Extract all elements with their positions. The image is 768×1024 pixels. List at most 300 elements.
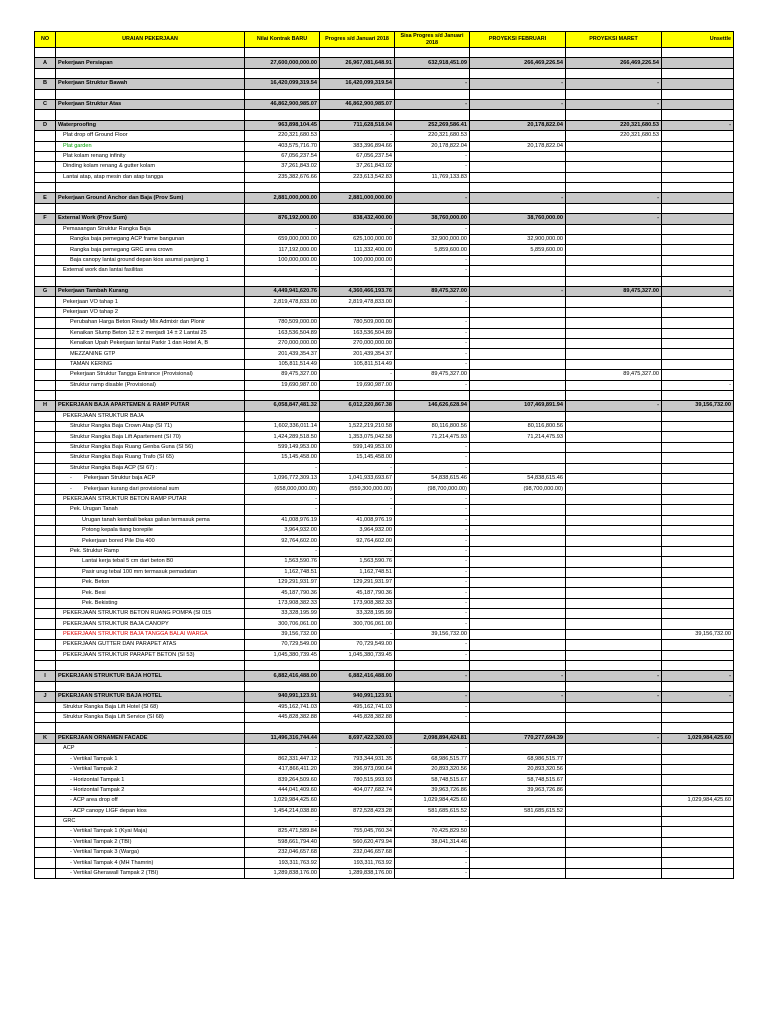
description-cell[interactable] [56, 349, 245, 359]
description-cell[interactable] [56, 588, 245, 598]
value-cell[interactable] [566, 806, 662, 816]
value-cell[interactable] [566, 474, 662, 484]
value-cell[interactable]: 396,973,090.64 [320, 764, 395, 774]
value-cell[interactable]: 45,187,790.36 [245, 588, 320, 598]
value-cell[interactable] [566, 349, 662, 359]
cell[interactable] [395, 203, 470, 213]
value-cell[interactable]: 560,620,479.94 [320, 837, 395, 847]
value-cell[interactable]: 41,008,976.19 [320, 515, 395, 525]
value-cell[interactable]: - [395, 328, 470, 338]
value-cell[interactable] [662, 141, 734, 151]
value-cell[interactable]: (559,300,000.00) [320, 484, 395, 494]
value-cell[interactable]: - [245, 816, 320, 826]
cell[interactable] [320, 390, 395, 400]
description-cell[interactable] [56, 640, 245, 650]
value-cell[interactable] [566, 338, 662, 348]
value-cell[interactable]: 71,214,475.93 [470, 432, 566, 442]
value-cell[interactable]: 70,729,549.00 [245, 640, 320, 650]
value-cell[interactable] [566, 235, 662, 245]
value-cell[interactable]: 173,908,382.33 [320, 598, 395, 608]
value-cell[interactable]: 4,449,941,620.76 [245, 286, 320, 296]
row-number[interactable] [35, 380, 56, 390]
row-number[interactable] [35, 224, 56, 234]
value-cell[interactable] [566, 785, 662, 795]
row-number[interactable] [35, 494, 56, 504]
value-cell[interactable]: 940,991,123.91 [245, 692, 320, 702]
value-cell[interactable] [566, 796, 662, 806]
description-cell[interactable] [56, 557, 245, 567]
value-cell[interactable] [470, 868, 566, 878]
value-cell[interactable]: - [320, 266, 395, 276]
description-cell[interactable] [56, 775, 245, 785]
value-cell[interactable] [470, 557, 566, 567]
value-cell[interactable] [662, 172, 734, 182]
value-cell[interactable] [662, 775, 734, 785]
value-cell[interactable]: 54,838,615.46 [395, 474, 470, 484]
row-number[interactable] [35, 598, 56, 608]
value-cell[interactable]: 201,439,354.37 [245, 349, 320, 359]
value-cell[interactable]: - [395, 338, 470, 348]
value-cell[interactable]: 67,056,237.54 [245, 151, 320, 161]
description-cell[interactable] [56, 307, 245, 317]
row-number[interactable] [35, 567, 56, 577]
value-cell[interactable]: 383,396,894.66 [320, 141, 395, 151]
value-cell[interactable] [470, 827, 566, 837]
value-cell[interactable]: 193,311,763.92 [320, 858, 395, 868]
value-cell[interactable] [662, 79, 734, 89]
value-cell[interactable] [470, 505, 566, 515]
row-number[interactable] [35, 796, 56, 806]
value-cell[interactable] [566, 764, 662, 774]
value-cell[interactable]: 1,454,214,038.80 [245, 806, 320, 816]
description-cell[interactable] [56, 546, 245, 556]
value-cell[interactable] [662, 557, 734, 567]
value-cell[interactable] [566, 505, 662, 515]
value-cell[interactable]: (658,000,000.00) [245, 484, 320, 494]
row-number[interactable] [35, 629, 56, 639]
value-cell[interactable]: 105,811,514.49 [245, 359, 320, 369]
description-cell[interactable] [56, 162, 245, 172]
description-cell[interactable] [56, 297, 245, 307]
value-cell[interactable] [662, 577, 734, 587]
row-number[interactable]: E [35, 193, 56, 203]
description-cell[interactable] [56, 214, 245, 224]
cell[interactable] [662, 110, 734, 120]
description-cell[interactable] [56, 411, 245, 421]
description-cell[interactable] [56, 338, 245, 348]
value-cell[interactable]: 1,563,590.76 [320, 557, 395, 567]
value-cell[interactable]: - [395, 868, 470, 878]
description-cell[interactable] [56, 484, 245, 494]
value-cell[interactable] [662, 536, 734, 546]
value-cell[interactable]: 16,420,099,319.54 [245, 79, 320, 89]
value-cell[interactable]: - [320, 224, 395, 234]
value-cell[interactable]: 46,862,900,985.07 [320, 99, 395, 109]
value-cell[interactable]: 38,760,000.00 [395, 214, 470, 224]
value-cell[interactable] [566, 151, 662, 161]
value-cell[interactable] [662, 266, 734, 276]
description-cell[interactable] [56, 713, 245, 723]
value-cell[interactable]: - [566, 671, 662, 681]
description-cell[interactable] [56, 827, 245, 837]
value-cell[interactable] [662, 546, 734, 556]
value-cell[interactable]: - [395, 702, 470, 712]
value-cell[interactable]: 598,661,794.40 [245, 837, 320, 847]
row-number[interactable]: I [35, 671, 56, 681]
row-number[interactable] [35, 588, 56, 598]
description-cell[interactable] [56, 172, 245, 182]
cell[interactable] [566, 203, 662, 213]
cell[interactable] [662, 681, 734, 691]
description-cell[interactable] [56, 474, 245, 484]
value-cell[interactable] [662, 713, 734, 723]
value-cell[interactable]: 32,900,000.00 [470, 235, 566, 245]
row-number[interactable] [35, 848, 56, 858]
value-cell[interactable] [245, 307, 320, 317]
value-cell[interactable] [470, 858, 566, 868]
value-cell[interactable]: 417,866,411.20 [245, 764, 320, 774]
cell[interactable] [35, 276, 56, 286]
value-cell[interactable]: - [470, 193, 566, 203]
value-cell[interactable] [470, 515, 566, 525]
row-number[interactable] [35, 868, 56, 878]
value-cell[interactable]: 111,332,400.00 [320, 245, 395, 255]
row-number[interactable] [35, 764, 56, 774]
value-cell[interactable]: - [662, 380, 734, 390]
row-number[interactable] [35, 307, 56, 317]
value-cell[interactable]: - [395, 515, 470, 525]
value-cell[interactable]: - [245, 463, 320, 473]
description-cell[interactable] [56, 494, 245, 504]
value-cell[interactable] [566, 432, 662, 442]
value-cell[interactable]: - [395, 619, 470, 629]
cell[interactable] [395, 661, 470, 671]
value-cell[interactable]: 444,041,409.60 [245, 785, 320, 795]
value-cell[interactable] [662, 338, 734, 348]
value-cell[interactable]: - [395, 380, 470, 390]
cell[interactable] [245, 661, 320, 671]
value-cell[interactable]: - [395, 650, 470, 660]
column-header[interactable]: PROYEKSI MARET [566, 32, 662, 48]
value-cell[interactable] [662, 744, 734, 754]
row-number[interactable] [35, 453, 56, 463]
cell[interactable] [245, 68, 320, 78]
row-number[interactable] [35, 858, 56, 868]
value-cell[interactable]: - [320, 494, 395, 504]
row-number[interactable] [35, 131, 56, 141]
cell[interactable] [35, 110, 56, 120]
value-cell[interactable] [662, 484, 734, 494]
description-cell[interactable] [56, 453, 245, 463]
value-cell[interactable] [320, 307, 395, 317]
row-number[interactable] [35, 370, 56, 380]
value-cell[interactable]: 252,269,586.41 [395, 120, 470, 130]
value-cell[interactable]: 16,420,099,319.54 [320, 79, 395, 89]
value-cell[interactable] [662, 235, 734, 245]
value-cell[interactable]: 39,156,732.00 [662, 629, 734, 639]
value-cell[interactable]: 659,000,000.00 [245, 235, 320, 245]
value-cell[interactable] [470, 463, 566, 473]
cell[interactable] [470, 203, 566, 213]
value-cell[interactable] [662, 432, 734, 442]
value-cell[interactable]: 67,056,237.54 [320, 151, 395, 161]
description-cell[interactable] [56, 754, 245, 764]
value-cell[interactable] [470, 525, 566, 535]
cell[interactable] [245, 89, 320, 99]
value-cell[interactable]: 163,536,504.89 [320, 328, 395, 338]
value-cell[interactable]: - [320, 131, 395, 141]
value-cell[interactable] [662, 640, 734, 650]
value-cell[interactable]: - [470, 99, 566, 109]
value-cell[interactable]: - [395, 546, 470, 556]
description-cell[interactable] [56, 442, 245, 452]
value-cell[interactable]: 2,881,000,000.00 [245, 193, 320, 203]
value-cell[interactable]: 1,045,380,739.45 [320, 650, 395, 660]
value-cell[interactable] [662, 255, 734, 265]
value-cell[interactable] [470, 744, 566, 754]
value-cell[interactable] [662, 328, 734, 338]
row-number[interactable] [35, 505, 56, 515]
value-cell[interactable]: 20,178,822.04 [470, 120, 566, 130]
value-cell[interactable] [662, 619, 734, 629]
cell[interactable] [566, 89, 662, 99]
value-cell[interactable] [470, 702, 566, 712]
value-cell[interactable]: 8,697,422,320.03 [320, 733, 395, 743]
value-cell[interactable]: - [395, 79, 470, 89]
description-cell[interactable] [56, 515, 245, 525]
cell[interactable] [395, 723, 470, 733]
description-cell[interactable] [56, 432, 245, 442]
value-cell[interactable] [470, 629, 566, 639]
value-cell[interactable] [662, 442, 734, 452]
cell[interactable] [56, 681, 245, 691]
cell[interactable] [320, 661, 395, 671]
value-cell[interactable]: - [662, 286, 734, 296]
value-cell[interactable]: - [470, 286, 566, 296]
value-cell[interactable]: 581,685,615.52 [470, 806, 566, 816]
description-cell[interactable] [56, 764, 245, 774]
value-cell[interactable]: 495,162,741.03 [320, 702, 395, 712]
value-cell[interactable]: - [395, 442, 470, 452]
value-cell[interactable] [470, 224, 566, 234]
value-cell[interactable] [566, 307, 662, 317]
value-cell[interactable] [470, 816, 566, 826]
value-cell[interactable]: 6,882,416,488.00 [245, 671, 320, 681]
value-cell[interactable]: - [662, 671, 734, 681]
cell[interactable] [56, 723, 245, 733]
row-number[interactable] [35, 557, 56, 567]
value-cell[interactable]: 838,432,400.00 [320, 214, 395, 224]
description-cell[interactable] [56, 858, 245, 868]
value-cell[interactable] [470, 598, 566, 608]
value-cell[interactable]: - [395, 858, 470, 868]
value-cell[interactable] [566, 484, 662, 494]
value-cell[interactable]: 89,475,327.00 [566, 286, 662, 296]
value-cell[interactable]: 232,046,657.68 [320, 848, 395, 858]
row-number[interactable] [35, 713, 56, 723]
description-cell[interactable] [56, 806, 245, 816]
value-cell[interactable] [566, 266, 662, 276]
cell[interactable] [56, 661, 245, 671]
value-cell[interactable] [662, 224, 734, 234]
row-number[interactable]: K [35, 733, 56, 743]
row-number[interactable] [35, 702, 56, 712]
value-cell[interactable]: 19,690,987.00 [320, 380, 395, 390]
cell[interactable] [35, 48, 56, 58]
cell[interactable] [56, 89, 245, 99]
description-cell[interactable] [56, 422, 245, 432]
value-cell[interactable] [662, 609, 734, 619]
description-cell[interactable] [56, 255, 245, 265]
value-cell[interactable] [662, 359, 734, 369]
column-header[interactable]: PROYEKSI FEBRUARI [470, 32, 566, 48]
description-cell[interactable] [56, 245, 245, 255]
description-cell[interactable] [56, 370, 245, 380]
value-cell[interactable] [662, 474, 734, 484]
description-cell[interactable] [56, 328, 245, 338]
value-cell[interactable] [395, 411, 470, 421]
value-cell[interactable]: - [245, 494, 320, 504]
value-cell[interactable]: - [662, 692, 734, 702]
value-cell[interactable]: 38,041,314.46 [395, 837, 470, 847]
value-cell[interactable] [470, 577, 566, 587]
value-cell[interactable]: - [395, 463, 470, 473]
value-cell[interactable]: 780,509,000.00 [320, 318, 395, 328]
description-cell[interactable] [56, 692, 245, 702]
row-number[interactable] [35, 463, 56, 473]
row-number[interactable] [35, 525, 56, 535]
value-cell[interactable]: - [395, 99, 470, 109]
value-cell[interactable] [566, 359, 662, 369]
value-cell[interactable]: 220,321,680.53 [245, 131, 320, 141]
value-cell[interactable] [662, 754, 734, 764]
value-cell[interactable] [662, 193, 734, 203]
description-cell[interactable] [56, 650, 245, 660]
description-cell[interactable] [56, 525, 245, 535]
value-cell[interactable] [470, 536, 566, 546]
value-cell[interactable]: - [320, 370, 395, 380]
row-number[interactable]: F [35, 214, 56, 224]
description-cell[interactable] [56, 58, 245, 68]
value-cell[interactable]: - [395, 640, 470, 650]
description-cell[interactable] [56, 796, 245, 806]
value-cell[interactable]: 780,509,000.00 [245, 318, 320, 328]
value-cell[interactable] [470, 588, 566, 598]
cell[interactable] [662, 723, 734, 733]
cell[interactable] [35, 661, 56, 671]
value-cell[interactable]: 1,096,772,309.13 [245, 474, 320, 484]
value-cell[interactable]: 15,145,458.00 [320, 453, 395, 463]
value-cell[interactable]: 26,967,081,648.91 [320, 58, 395, 68]
value-cell[interactable] [662, 650, 734, 660]
value-cell[interactable] [662, 567, 734, 577]
cell[interactable] [470, 68, 566, 78]
value-cell[interactable]: 6,012,220,867.38 [320, 401, 395, 411]
cell[interactable] [35, 68, 56, 78]
value-cell[interactable] [566, 754, 662, 764]
value-cell[interactable]: 5,859,600.00 [395, 245, 470, 255]
value-cell[interactable] [470, 255, 566, 265]
cell[interactable] [245, 183, 320, 193]
value-cell[interactable] [662, 131, 734, 141]
value-cell[interactable]: 1,424,289,518.50 [245, 432, 320, 442]
value-cell[interactable]: - [245, 546, 320, 556]
cell[interactable] [395, 68, 470, 78]
value-cell[interactable] [470, 151, 566, 161]
value-cell[interactable]: - [245, 266, 320, 276]
value-cell[interactable]: 232,046,657.68 [245, 848, 320, 858]
value-cell[interactable]: 839,264,509.60 [245, 775, 320, 785]
value-cell[interactable] [470, 380, 566, 390]
cell[interactable] [395, 48, 470, 58]
description-cell[interactable] [56, 318, 245, 328]
cell[interactable] [395, 110, 470, 120]
value-cell[interactable]: 876,192,000.00 [245, 214, 320, 224]
value-cell[interactable]: 117,192,000.00 [245, 245, 320, 255]
value-cell[interactable]: 2,819,478,833.00 [320, 297, 395, 307]
value-cell[interactable] [662, 214, 734, 224]
value-cell[interactable]: 11,496,316,744.44 [245, 733, 320, 743]
value-cell[interactable] [470, 411, 566, 421]
value-cell[interactable]: 5,859,600.00 [470, 245, 566, 255]
value-cell[interactable]: 755,045,760.34 [320, 827, 395, 837]
description-cell[interactable] [56, 837, 245, 847]
value-cell[interactable]: - [395, 588, 470, 598]
value-cell[interactable]: 20,178,822.04 [470, 141, 566, 151]
value-cell[interactable] [470, 567, 566, 577]
row-number[interactable] [35, 442, 56, 452]
cell[interactable] [245, 110, 320, 120]
value-cell[interactable] [662, 151, 734, 161]
value-cell[interactable]: 15,145,458.00 [245, 453, 320, 463]
value-cell[interactable] [566, 837, 662, 847]
value-cell[interactable]: 38,760,000.00 [470, 214, 566, 224]
description-cell[interactable] [56, 733, 245, 743]
value-cell[interactable] [662, 764, 734, 774]
value-cell[interactable] [566, 609, 662, 619]
cell[interactable] [662, 183, 734, 193]
value-cell[interactable]: 27,600,000,000.00 [245, 58, 320, 68]
cell[interactable] [566, 390, 662, 400]
value-cell[interactable] [566, 577, 662, 587]
value-cell[interactable]: 173,908,382.33 [245, 598, 320, 608]
description-cell[interactable] [56, 131, 245, 141]
row-number[interactable] [35, 816, 56, 826]
value-cell[interactable]: 1,029,984,425.60 [662, 796, 734, 806]
value-cell[interactable]: 1,289,838,176.00 [245, 868, 320, 878]
value-cell[interactable] [662, 515, 734, 525]
value-cell[interactable] [662, 245, 734, 255]
cell[interactable] [395, 681, 470, 691]
cell[interactable] [320, 723, 395, 733]
cell[interactable] [470, 110, 566, 120]
value-cell[interactable] [245, 411, 320, 421]
row-number[interactable]: H [35, 401, 56, 411]
value-cell[interactable] [566, 557, 662, 567]
value-cell[interactable]: 39,963,726.86 [395, 785, 470, 795]
value-cell[interactable]: 46,862,900,985.07 [245, 99, 320, 109]
value-cell[interactable]: 70,425,829.50 [395, 827, 470, 837]
value-cell[interactable]: 793,344,931.35 [320, 754, 395, 764]
description-cell[interactable] [56, 609, 245, 619]
column-header[interactable]: Sisa Progres s/d Januari 2018 [395, 32, 470, 48]
row-number[interactable] [35, 577, 56, 587]
value-cell[interactable]: 940,991,123.91 [320, 692, 395, 702]
value-cell[interactable] [662, 318, 734, 328]
row-number[interactable] [35, 837, 56, 847]
cell[interactable] [35, 681, 56, 691]
cell[interactable] [320, 681, 395, 691]
